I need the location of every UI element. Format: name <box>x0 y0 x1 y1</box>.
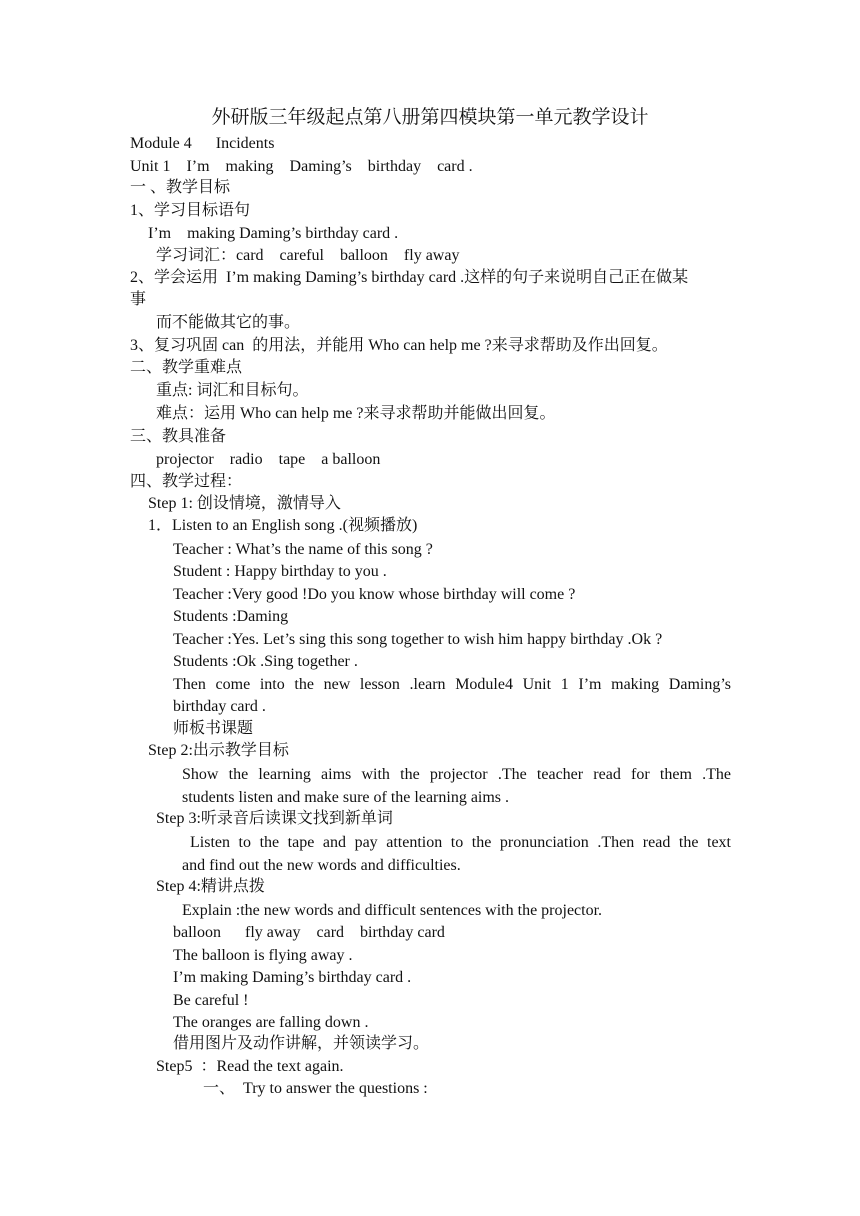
objective-item-1: 1、学习目标语句 <box>130 202 251 219</box>
objective-item-2: 2、学会运用 I’m making Daming’s birthday card .这样的句子来说明自己正在做某 <box>130 269 689 286</box>
step-4-text: Explain :the new words and difficult sentences with the projector. <box>182 902 603 919</box>
board-note: 师板书课题 <box>173 720 254 737</box>
lesson-intro-line: Then come into the new lesson .learn Module4 Unit 1 I’m making Daming’s <box>173 676 731 693</box>
step-5-heading: Step5 ：Read the text again. <box>156 1058 344 1075</box>
example-sentence: The balloon is flying away . <box>173 947 353 964</box>
section-heading-tools: 三、教具准备 <box>130 428 227 445</box>
example-sentence: The oranges are falling down . <box>173 1014 369 1031</box>
dialogue-line: Teacher : What’s the name of this song ? <box>173 541 433 558</box>
target-sentence: I’m making Daming’s birthday card . <box>148 225 399 242</box>
example-sentence: Be careful ! <box>173 992 249 1009</box>
step-3-text: Listen to the tape and pay attention to the pronunciation .Then read the text <box>190 834 731 851</box>
key-point: 重点: 词汇和目标句。 <box>156 382 309 399</box>
dialogue-line: Teacher :Very good !Do you know whose birthday will come ? <box>173 586 576 603</box>
dialogue-line: Student : Happy birthday to you . <box>173 563 387 580</box>
objective-item-3: 3、复习巩固 can 的用法，并能用 Who can help me ?来寻求帮助及作出回复。 <box>130 337 668 354</box>
step-3-heading: Step 3:听录音后读课文找到新单词 <box>156 810 393 827</box>
page-title: 外研版三年级起点第八册第四模块第一单元教学设计 <box>211 107 649 128</box>
step-4-note: 借用图片及动作讲解，并领读学习。 <box>173 1035 430 1052</box>
dialogue-line: Students :Daming <box>173 608 289 625</box>
step-3-text-end: and find out the new words and difficulties. <box>182 857 461 874</box>
module-line: Module 4 Incidents <box>130 135 275 152</box>
vocabulary-line: 学习词汇：card careful balloon fly away <box>156 247 460 264</box>
unit-line: Unit 1 I’m making Daming’s birthday card . <box>130 158 473 175</box>
step-4-heading: Step 4:精讲点拨 <box>156 878 265 895</box>
step-5-task: 一、 Try to answer the questions : <box>203 1080 428 1097</box>
difficult-point: 难点：运用 Who can help me ?来寻求帮助并能做出回复。 <box>156 405 556 422</box>
lesson-intro-line-end: birthday card . <box>173 698 266 715</box>
dialogue-line: Students :Ok .Sing together . <box>173 653 358 670</box>
step-2-text-end: students listen and make sure of the learning aims . <box>182 789 510 806</box>
section-heading-objectives: 一 、教学目标 <box>130 179 231 196</box>
step-2-heading: Step 2:出示教学目标 <box>148 742 289 759</box>
section-heading-process: 四、教学过程： <box>130 473 243 490</box>
objective-item-2-cont: 而不能做其它的事。 <box>156 314 301 331</box>
step-2-text: Show the learning aims with the projector .The teacher read for them .The <box>182 766 731 783</box>
section-heading-key-points: 二、教学重难点 <box>130 359 243 376</box>
song-activity: 1．Listen to an English song .(视频播放) <box>148 517 418 534</box>
objective-item-2-wrap: 事 <box>130 291 147 308</box>
dialogue-line: Teacher :Yes. Let’s sing this song together to wish him happy birthday .Ok ? <box>173 631 663 648</box>
step-4-words: balloon fly away card birthday card <box>173 924 445 941</box>
tools-list: projector radio tape a balloon <box>156 451 381 468</box>
example-sentence: I’m making Daming’s birthday card . <box>173 969 412 986</box>
step-1-heading: Step 1: 创设情境，激情导入 <box>148 495 341 512</box>
